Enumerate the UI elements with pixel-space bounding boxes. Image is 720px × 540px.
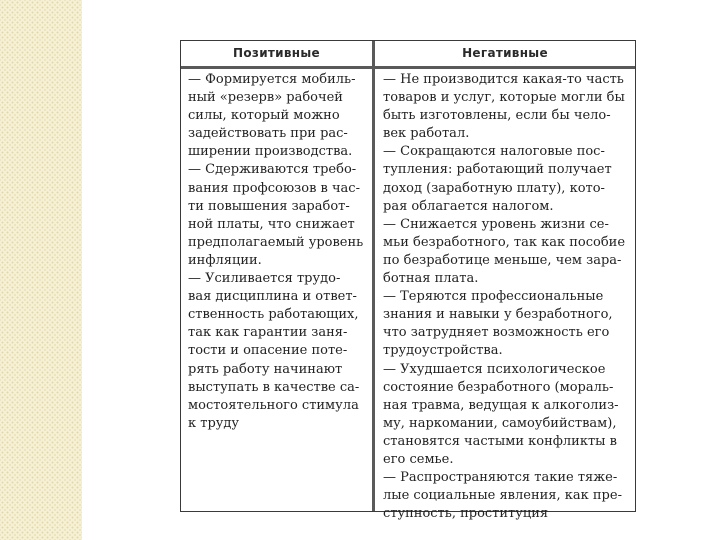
positive-line: силы, который можно [188, 108, 340, 124]
header-divider [181, 66, 635, 69]
positive-line: вая дисциплина и ответ- [188, 289, 357, 305]
positive-line: так как гарантии заня- [188, 325, 348, 341]
column-divider [372, 41, 375, 511]
negative-line: ная травма, ведущая к алкоголиз- [383, 397, 619, 413]
negative-line: быть изготовлены, если бы чело- [383, 108, 611, 124]
comparison-table [180, 40, 636, 522]
positive-line: мостоятельного стимула [188, 397, 359, 413]
negative-line: — Не производится какая-то часть [383, 72, 624, 87]
negative-column [383, 71, 631, 523]
positive-line: ширении производства. [188, 144, 353, 160]
negative-line: его семье. [383, 451, 454, 467]
positive-line: вания профсоюзов в час- [188, 180, 360, 196]
positive-line: ный «резерв» рабочей [188, 90, 343, 106]
negative-line: что затрудняет возможность его [383, 325, 610, 341]
positive-line: ти повышения заработ- [188, 198, 350, 214]
positive-line: к труду [188, 415, 240, 431]
positive-line: ной платы, что снижает [188, 216, 355, 232]
positive-line: рять работу начинают [188, 361, 343, 377]
decorative-side-strip [0, 0, 82, 540]
negative-line: — Сокращаются налоговые пос- [383, 144, 605, 160]
positive-column [188, 71, 366, 433]
negative-line: — Ухудшается психологическое [383, 361, 606, 377]
negative-line: век работал. [383, 126, 470, 142]
negative-line: му, наркомании, самоубийствам), [383, 415, 617, 431]
positive-line: задействовать при рас- [188, 126, 348, 142]
negative-line: знания и навыки у безработного, [383, 307, 613, 323]
negative-line: товаров и услуг, которые могли бы [383, 90, 625, 106]
positive-line: тости и опасение поте- [188, 343, 348, 359]
positive-line: — Усиливается трудо- [188, 271, 341, 287]
negative-line: лые социальные явления, как пре- [383, 488, 622, 504]
negative-line: становятся частыми конфликты в [383, 433, 617, 449]
negative-line: состояние безработного (мораль- [383, 379, 614, 395]
negative-line: трудоустройства. [383, 343, 503, 359]
negative-line: доход (заработную плату), кото- [383, 180, 605, 196]
positive-line: — Формируется мобиль- [188, 72, 356, 87]
negative-line: тупления: работающий получает [383, 162, 612, 178]
header-positive: Позитивные [233, 46, 320, 60]
negative-line: — Теряются профессиональные [383, 289, 604, 305]
positive-line: инфляции. [188, 252, 262, 268]
negative-line: — Снижается уровень жизни се- [383, 216, 609, 232]
negative-line: рая облагается налогом. [383, 198, 554, 214]
positive-line: — Сдерживаются требо- [188, 162, 357, 178]
negative-line: по безработице меньше, чем зара- [383, 252, 622, 268]
negative-line: — Распространяются такие тяже- [383, 470, 618, 486]
negative-line: мьи безработного, так как пособие [383, 234, 626, 250]
positive-line: ственность работающих, [188, 307, 359, 323]
negative-line: ступность, проституция [383, 506, 549, 522]
positive-line: выступать в качестве са- [188, 379, 360, 395]
negative-line: ботная плата. [383, 271, 479, 287]
header-negative: Негативные [462, 46, 548, 60]
positive-line: предполагаемый уровень [188, 234, 364, 250]
